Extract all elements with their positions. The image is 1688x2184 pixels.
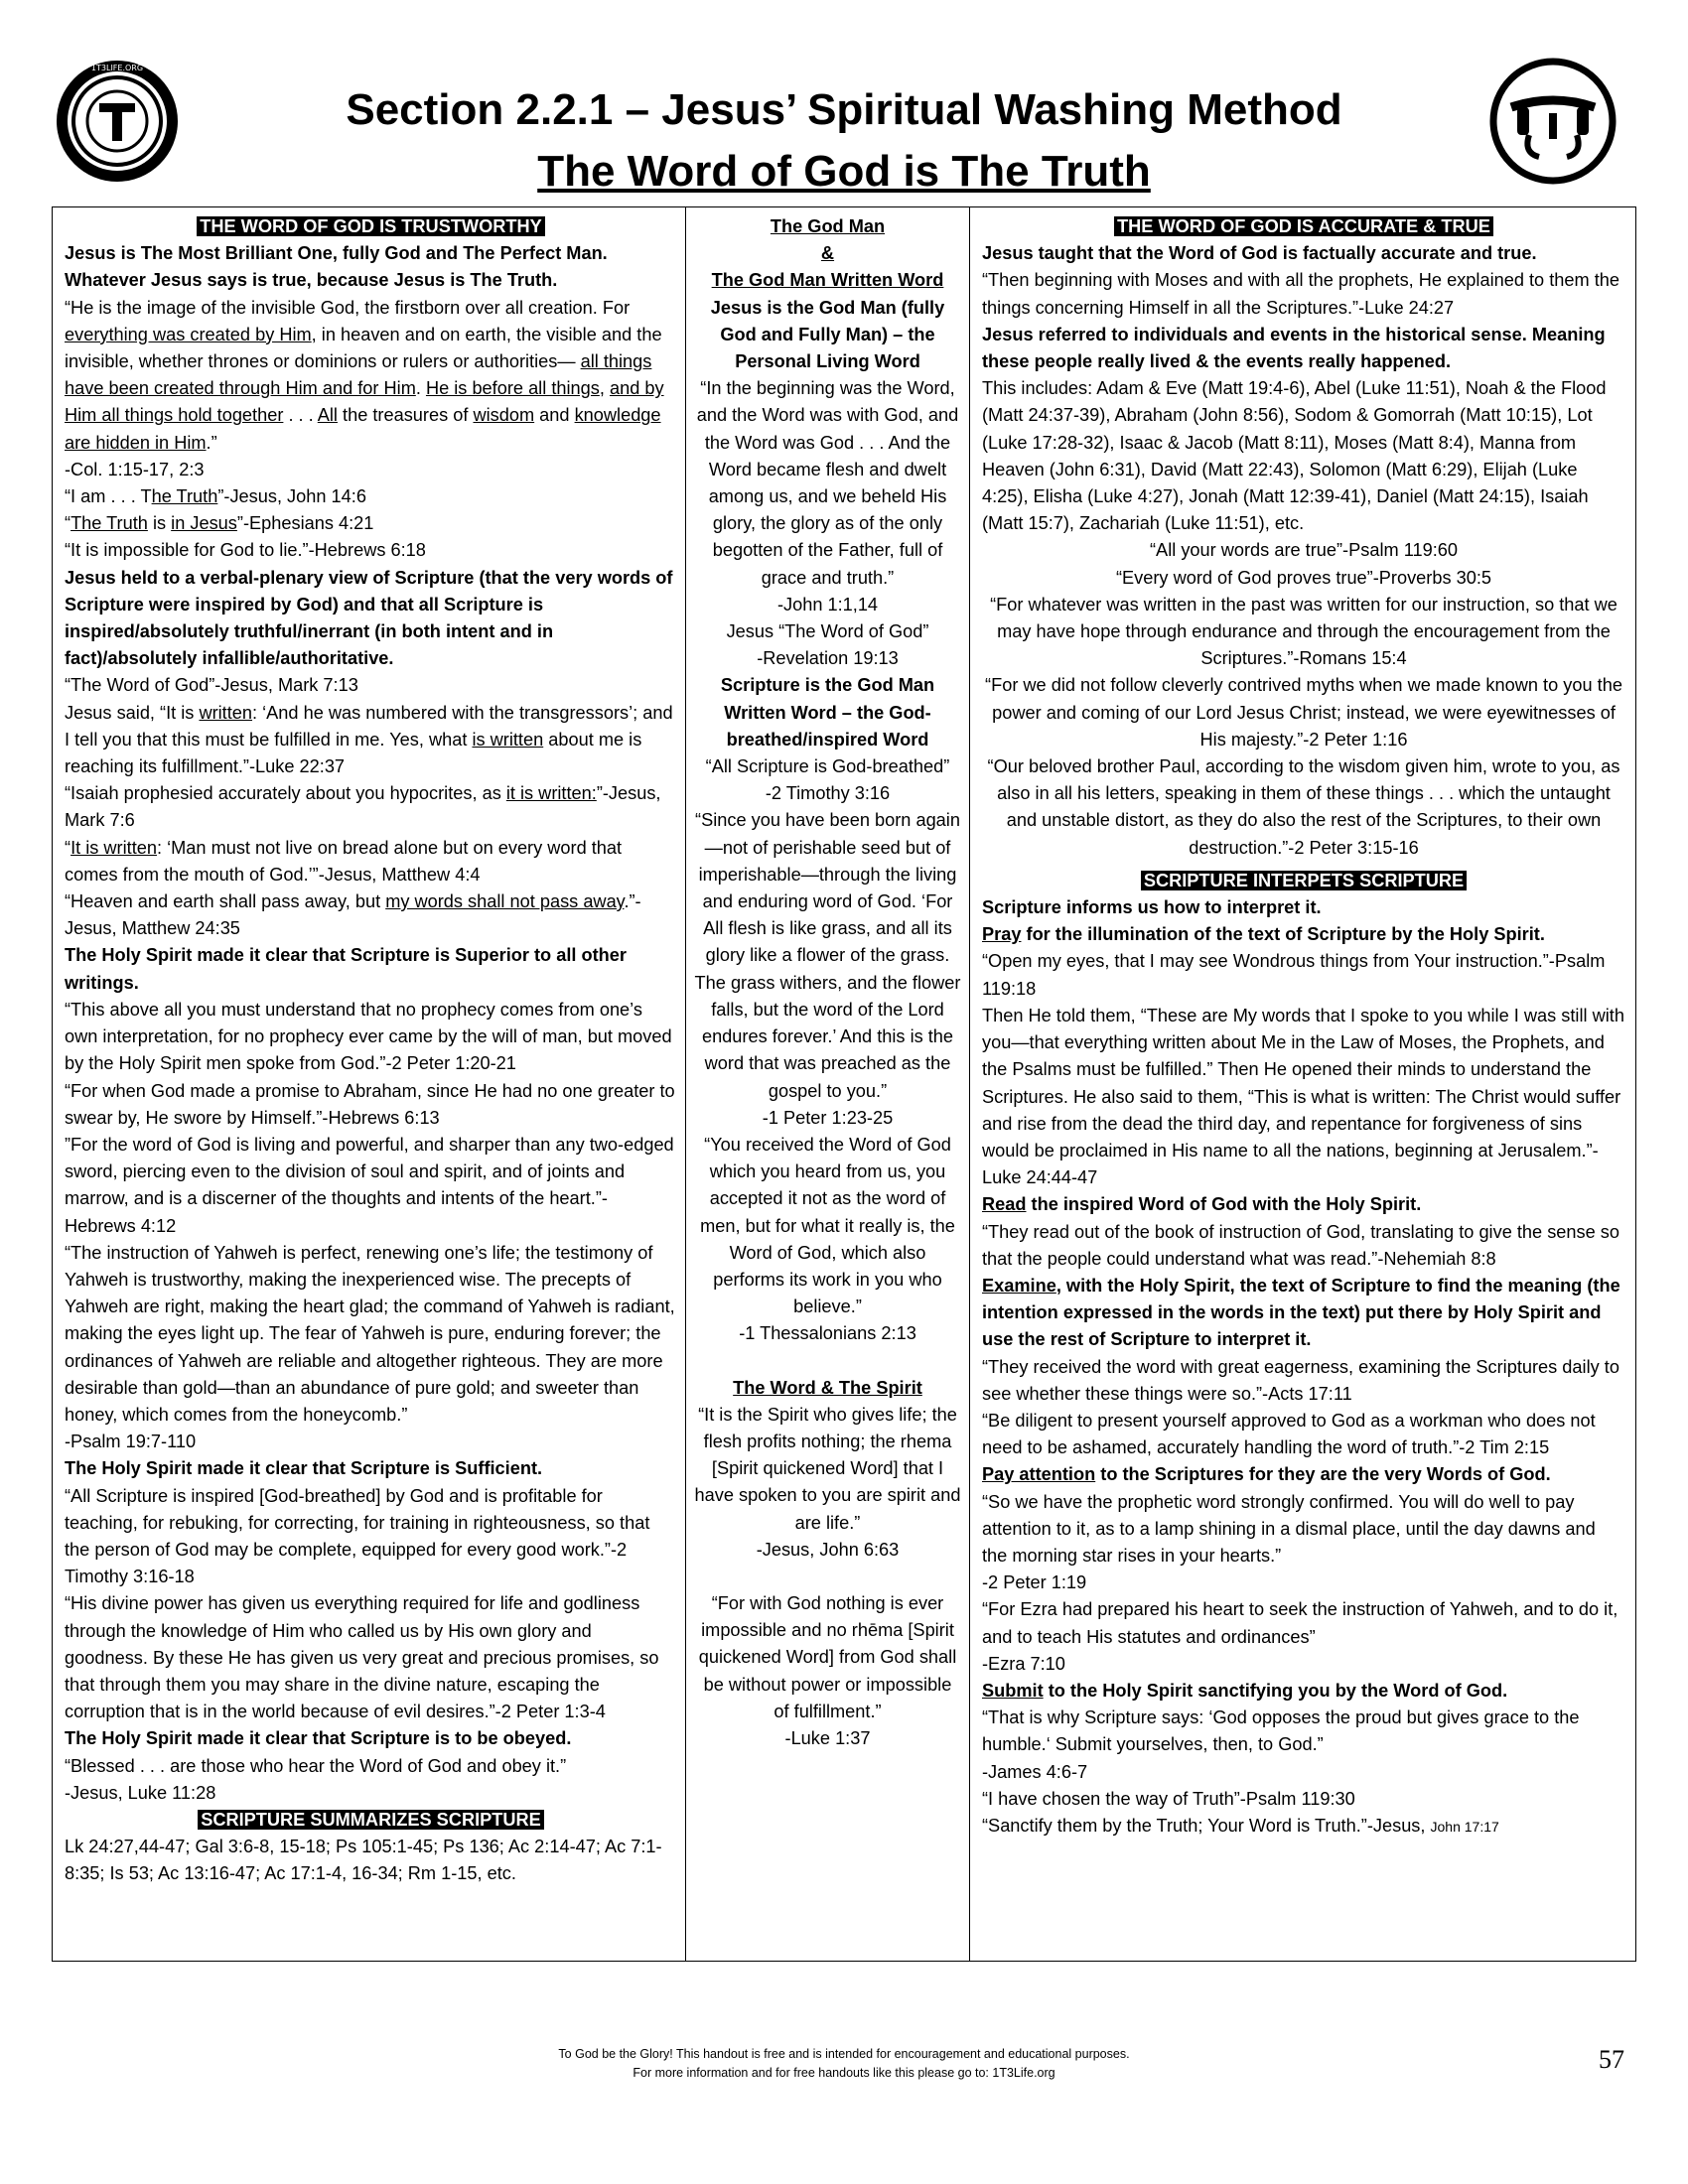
scripture-quote: “Sanctify them by the Truth; Your Word is Truth.”-Jesus, John 17:17 <box>982 1815 1499 1836</box>
scripture-quote: “All Scripture is God-breathed” <box>705 756 950 777</box>
middle-column <box>686 207 970 1961</box>
right-column <box>970 207 1635 1961</box>
scripture-quote: “His divine power has given us everything required for life and godliness through the knowledge of Him who called us by His own glory and goodness. By these He has given us very great and precious promises, so that through them you may share in the divine nature, escaping the corruption that is in the world because of evil desires.”-2 Peter 1:3-4 <box>65 1593 659 1722</box>
scripture-reference: -Jesus, John 6:63 <box>756 1539 900 1560</box>
scripture-quote: “He is the image of the invisible God, the firstborn over all creation. For everything was created by Him, in heaven and on earth, the visible and the invisible, whether thrones or dominions or rulers or authorities— all things have been created through Him and for Him. He is before all things, and by Him all things hold together . . . All the treasures of wisdom and knowledge are hidden in Him.” <box>65 297 664 453</box>
scripture-quote: “This above all you must understand that no prophecy comes from one’s own interpretation, for no prophecy ever came by the will of man, but moved by the Holy Spirit men spoke from God.”-2 Peter 1:20-21 <box>65 999 672 1074</box>
scripture-quote: “Since you have been born again—not of perishable seed but of imperishable—through the living and enduring word of God. ‘For All flesh is like grass, and all its glory like a flower of the grass. The grass withers, and the flower falls, but the word of the Lord endures forever.’ And this is the word that was preached as the gospel to you.” <box>694 810 961 1101</box>
statement: Jesus is the God Man (fully God and Fully Man) – the Personal Living Word <box>710 297 945 372</box>
historical-list: This includes: Adam & Eve (Matt 19:4-6), Abel (Luke 11:51), Noah & the Flood (Matt 24:37-39), Abraham (John 8:56), Sodom & Gomorrah (Matt 10:15), Lot (Luke 17:28-32), Isaac & Jacob (Matt 8:11), Moses (Matt 8:4), Manna from Heaven (John 6:31), David (Matt 22:43), Solomon (Matt 6:29), Elijah (Luke 4:25), Elisha (Luke 4:27), Jonah (Matt 12:39-41), Daniel (Matt 24:15), Isaiah (Matt 15:7), Zachariah (Luke 11:51), etc. <box>982 378 1607 534</box>
section-heading-interprets: SCRIPTURE INTERPETS SCRIPTURE <box>982 868 1625 894</box>
scripture-reference: -Psalm 19:7-110 <box>65 1432 197 1452</box>
scripture-quote: “Open my eyes, that I may see Wondrous things from Your instruction.”-Psalm 119:18 <box>982 951 1606 999</box>
scripture-reference: -John 1:1,14 <box>776 594 879 614</box>
scripture-quote: “Blessed . . . are those who hear the Word of God and obey it.” <box>65 1755 567 1776</box>
statement: Scripture is the God Man Written Word – the God-breathed/inspired Word <box>720 675 935 750</box>
scripture-quote: “Heaven and earth shall pass away, but my words shall not pass away.”-Jesus, Matthew 24:35 <box>65 891 641 939</box>
content-frame <box>52 206 1636 1962</box>
section-heading-accurate: THE WORD OF GOD IS ACCURATE & TRUE <box>982 213 1625 240</box>
scripture-quote: “In the beginning was the Word, and the Word was with God, and the Word was God . . . And the Word became flesh and dwelt among us, and we beheld His glory, the glory as of the only begotten of the Father, full of grace and truth.” <box>696 378 959 588</box>
scripture-reference: -James 4:6-7 <box>982 1761 1088 1782</box>
scripture-quote: “Isaiah prophesied accurately about you hypocrites, as it is written:”-Jesus, Mark 7:6 <box>65 783 661 831</box>
statement: The Holy Spirit made it clear that Scripture is Superior to all other writings. <box>65 945 627 993</box>
scripture-quote: “Be diligent to present yourself approved to God as a workman who does not need to be ashamed, accurately handling the word of truth.”-2 Tim 2:15 <box>982 1410 1596 1458</box>
scripture-quote: Then He told them, “These are My words that I spoke to you while I was still with you—that everything written about Me in the Law of Moses, the Prophets, and the Psalms must be fulfilled.” Then He opened their minds to understand the Scriptures. He also said to them, “This is what is written: The Christ would suffer and rise from the dead the third day, and repentance for forgiveness of sins would be proclaimed in His name to all the nations, beginning at Jerusalem.”-Luke 24:44-47 <box>982 1005 1624 1188</box>
scripture-quote: “The Truth is in Jesus”-Ephesians 4:21 <box>65 513 374 534</box>
scripture-quote: “I am . . . The Truth”-Jesus, John 14:6 <box>65 486 366 507</box>
statement: Read the inspired Word of God with the Holy Spirit. <box>982 1194 1422 1215</box>
statement: Examine, with the Holy Spirit, the text of Scripture to find the meaning (the intention expressed in the words in the text) put there by Holy Spirit and use the rest of Scripture to interpret it. <box>982 1275 1620 1350</box>
scripture-reference-list: Lk 24:27,44-47; Gal 3:6-8, 15-18; Ps 105:1-45; Ps 136; Ac 2:14-47; Ac 7:1-8:35; Is 53; Ac 13:16-47; Ac 17:1-4, 16-34; Rm 1-15, etc. <box>65 1837 662 1884</box>
scripture-quote: “You received the Word of God which you heard from us, you accepted it not as the word of men, but for what it really is, the Word of God, which also performs its work in you who believe.” <box>700 1134 955 1317</box>
page-title: Section 2.2.1 – Jesus’ Spiritual Washing Method <box>346 85 1342 134</box>
statement: Jesus taught that the Word of God is factually accurate and true. <box>982 243 1537 264</box>
section-heading-summarizes: SCRIPTURE SUMMARIZES SCRIPTURE <box>65 1807 677 1834</box>
scripture-quote: “It is written: ‘Man must not live on bread alone but on every word that comes from the mouth of God.’”-Jesus, Matthew 4:4 <box>65 837 623 885</box>
scripture-reference: -Luke 1:37 <box>784 1727 871 1748</box>
scripture-quote: “It is the Spirit who gives life; the flesh profits nothing; the rhema [Spirit quickened Word] that I have spoken to you are spirit and are life.” <box>694 1404 961 1533</box>
logo-lettering: 1T3LIFE.ORG <box>90 64 144 72</box>
scripture-quote: “All your words are true”-Psalm 119:60 <box>1150 540 1458 561</box>
column-heading: The Word & The Spirit <box>733 1377 922 1398</box>
scripture-quote: Jesus “The Word of God” <box>726 621 929 642</box>
statement: The Holy Spirit made it clear that Scripture is to be obeyed. <box>65 1728 572 1749</box>
page-subtitle: The Word of God is The Truth <box>537 147 1151 196</box>
scripture-reference: -Revelation 19:13 <box>757 648 899 669</box>
scripture-quote: “For we did not follow cleverly contrived myths when we made known to you the power and coming of our Lord Jesus Christ; instead, we were eyewitnesses of His majesty.”-2 Peter 1:16 <box>985 675 1622 750</box>
spacer <box>694 1564 961 1590</box>
statement: Jesus referred to individuals and events in the historical sense. Meaning these people really lived & the events really happened. <box>982 324 1606 372</box>
scripture-quote: “All Scripture is inspired [God-breathed] by God and is profitable for teaching, for rebuking, for correcting, for training in righteousness, so that the person of God may be complete, equipped for every good work.”-2 Timothy 3:16-18 <box>65 1485 650 1587</box>
scripture-quote: “It is impossible for God to lie.”-Hebrews 6:18 <box>65 540 426 561</box>
scripture-quote: “For Ezra had prepared his heart to seek the instruction of Yahweh, and to do it, and to teach His statutes and ordinances” <box>982 1599 1618 1647</box>
scripture-quote: Jesus said, “It is written: ‘And he was numbered with the transgressors’; and I tell you that this must be fulfilled in me. Yes, what is written about me is reaching its fulfillment.”-Luke 22:37 <box>65 702 673 777</box>
scripture-reference: -1 Thessalonians 2:13 <box>739 1323 916 1344</box>
scripture-quote: “I have chosen the way of Truth”-Psalm 119:30 <box>982 1788 1355 1809</box>
scripture-reference: -2 Timothy 3:16 <box>765 783 891 804</box>
scripture-quote: “So we have the prophetic word strongly confirmed. You will do well to pay attention to it, as to a lamp shining in a dismal place, until the day dawns and the morning star rises in your hearts.” <box>982 1491 1596 1566</box>
statement: Pray for the illumination of the text of Scripture by the Holy Spirit. <box>982 924 1545 945</box>
column-heading: The God Man <box>770 216 886 236</box>
statement: Jesus is The Most Brilliant One, fully God and The Perfect Man. Whatever Jesus says is true, because Jesus is The Truth. <box>65 243 608 291</box>
section-heading-trustworthy: THE WORD OF GOD IS TRUSTWORTHY <box>65 213 677 240</box>
scripture-quote: “For with God nothing is ever impossible and no rhēma [Spirit quickened Word] from God shall be without power or impossible of fulfillment.” <box>698 1592 957 1721</box>
column-heading: & <box>820 243 835 264</box>
scripture-quote: “The Word of God”-Jesus, Mark 7:13 <box>65 675 358 696</box>
statement: Jesus held to a verbal-plenary view of Scripture (that the very words of Scripture were inspired by God) and that all Scripture is inspired/absolutely truthful/inerrant (in both intent and in fact)/absolutely infallible/authoritative. <box>65 567 673 669</box>
scripture-quote: “The instruction of Yahweh is perfect, renewing one’s life; the testimony of Yahweh is trustworthy, making the inexperienced wise. The precepts of Yahweh are right, making the heart glad; the command of Yahweh is radiant, making the eyes light up. The fear of Yahweh is pure, enduring forever; the ordinances of Yahweh are reliable and altogether righteous. They are more desirable than gold—than an abundance of pure gold; and sweeter than honey, which comes from the honeycomb.” <box>65 1242 675 1425</box>
page-number: 57 <box>1599 2045 1624 2074</box>
scripture-quote: “For when God made a promise to Abraham, since He had no one greater to swear by, He swore by Himself.”-Hebrews 6:13 <box>65 1080 675 1128</box>
scripture-quote: “They read out of the book of instruction of God, translating to give the sense so that the people could understand what was read.”-Nehemiah 8:8 <box>982 1221 1619 1269</box>
scripture-reference: -2 Peter 1:19 <box>982 1572 1087 1593</box>
scripture-quote: “For whatever was written in the past was written for our instruction, so that we may have hope through endurance and through the encouragement from the Scriptures.”-Romans 15:4 <box>990 594 1618 669</box>
footer <box>0 2045 1688 2083</box>
scripture-reference: -Col. 1:15-17, 2:3 <box>65 459 205 479</box>
scripture-quote: “They received the word with great eagerness, examining the Scriptures daily to see whether these things were so.”-Acts 17:11 <box>982 1356 1619 1404</box>
statement: Pay attention to the Scriptures for they are the very Words of God. <box>982 1464 1551 1485</box>
scripture-quote: “Then beginning with Moses and with all the prophets, He explained to them the things concerning Himself in all the Scriptures.”-Luke 24:27 <box>982 270 1619 318</box>
scripture-quote: “Every word of God proves true”-Proverbs 30:5 <box>1115 567 1492 588</box>
statement: The Holy Spirit made it clear that Scripture is Sufficient. <box>65 1458 543 1479</box>
column-heading: The God Man Written Word <box>711 270 944 291</box>
scripture-quote: “That is why Scripture says: ‘God opposes the proud but gives grace to the humble.‘ Submit yourselves, then, to God.” <box>982 1707 1580 1755</box>
scripture-quote: ”For the word of God is living and powerful, and sharper than any two-edged sword, piercing even to the division of soul and spirit, and of joints and marrow, and is a discerner of the thoughts and intents of the heart.”-Hebrews 4:12 <box>65 1134 674 1236</box>
scripture-reference: -1 Peter 1:23-25 <box>762 1107 894 1128</box>
scripture-quote: “Our beloved brother Paul, according to the wisdom given him, wrote to you, as also in all his letters, speaking in them of these things . . . which the untaught and unstable distort, as they do also the rest of the Scriptures, to their own destruction.”-2 Peter 3:15-16 <box>987 756 1620 858</box>
statement: Scripture informs us how to interpret it. <box>982 897 1322 918</box>
footer-link-line: For more information and for free handouts like this please go to: 1T3Life.org <box>633 2066 1055 2080</box>
scripture-reference: -Jesus, Luke 11:28 <box>65 1782 216 1803</box>
statement: Submit to the Holy Spirit sanctifying you by the Word of God. <box>982 1680 1508 1701</box>
footer-line: To God be the Glory! This handout is free and is intended for encouragement and educational purposes. <box>558 2047 1130 2061</box>
spacer <box>694 1348 961 1375</box>
scripture-reference: -Ezra 7:10 <box>982 1653 1065 1674</box>
left-column <box>53 207 686 1961</box>
